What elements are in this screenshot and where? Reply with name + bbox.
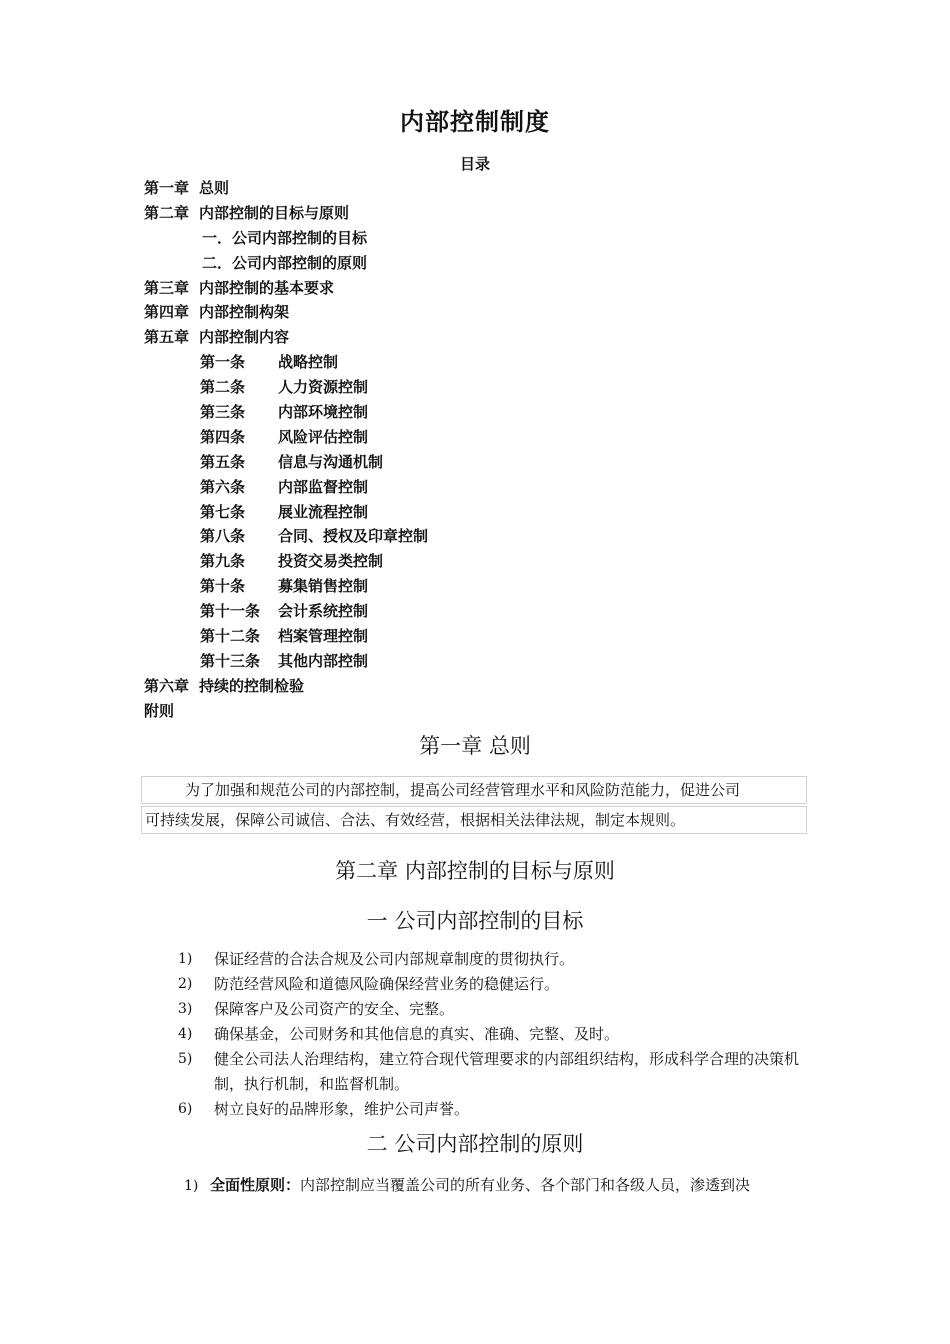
paragraph-line: 为了加强和规范公司的内部控制，提高公司经营管理水平和风险防范能力，促进公司 <box>141 776 807 804</box>
principle-text: 内部控制应当覆盖公司的所有业务、各个部门和各级人员，渗透到决 <box>300 1176 751 1194</box>
toc-chapter[interactable]: 第二章 内部控制的目标与原则 <box>144 203 350 222</box>
list-item: 6) 树立良好的品牌形象，维护公司声誉。 <box>178 1100 470 1118</box>
toc-article[interactable]: 第五条 信息与沟通机制 <box>200 452 384 471</box>
toc-heading: 目录 <box>459 155 490 173</box>
toc-article[interactable]: 第十一条 会计系统控制 <box>200 602 369 621</box>
chapter2-heading: 第二章 内部控制的目标与原则 <box>335 859 615 883</box>
toc-chapter[interactable]: 第四章 内部控制构架 <box>144 303 290 322</box>
toc-article[interactable]: 第十条 募集销售控制 <box>200 577 369 596</box>
chapter1-heading: 第一章 总则 <box>419 734 531 758</box>
toc-article[interactable]: 第六条 内部监督控制 <box>200 477 369 496</box>
toc-chapter[interactable]: 第五章 内部控制内容 <box>144 328 290 347</box>
toc-article[interactable]: 第三条 内部环境控制 <box>200 403 369 422</box>
list-item: 4) 确保基金，公司财务和其他信息的真实、准确、完整、及时。 <box>178 1025 620 1043</box>
section2-heading: 二 公司内部控制的原则 <box>366 1132 584 1156</box>
toc-chapter[interactable]: 第一章 总则 <box>144 179 230 197</box>
list-item: 3) 保障客户及公司资产的安全、完整。 <box>178 1000 455 1018</box>
toc-appendix[interactable]: 附则 <box>144 701 175 720</box>
toc-article[interactable]: 第七条 展业流程控制 <box>200 502 369 521</box>
toc-article[interactable]: 第八条 合同、授权及印章控制 <box>200 527 429 546</box>
toc-article[interactable]: 第一条 战略控制 <box>200 353 339 372</box>
document-title: 内部控制制度 <box>400 108 550 136</box>
toc-article[interactable]: 第四条 风险评估控制 <box>200 427 369 446</box>
list-item: 2) 防范经营风险和道德风险确保经营业务的稳健运行。 <box>178 975 560 993</box>
toc-subsection[interactable]: 一．公司内部控制的目标 <box>202 228 368 247</box>
principle-item: 1) 全面性原则：内部控制应当覆盖公司的所有业务、各个部门和各级人员，渗透到决 <box>184 1176 751 1194</box>
section1-heading: 一 公司内部控制的目标 <box>366 909 584 933</box>
principle-label: 全面性原则： <box>210 1176 301 1194</box>
toc-article[interactable]: 第十二条 档案管理控制 <box>200 627 369 646</box>
chapter1-paragraph <box>141 776 807 834</box>
toc-article[interactable]: 第九条 投资交易类控制 <box>200 552 384 571</box>
list-item: 1) 保证经营的合法合规及公司内部规章制度的贯彻执行。 <box>178 950 575 968</box>
list-item: 5) 健全公司法人治理结构，建立符合现代管理要求的内部组织结构，形成科学合理的决策机制，执行机制，和监督机制。 <box>178 1050 800 1093</box>
toc-subsection[interactable]: 二．公司内部控制的原则 <box>202 253 368 272</box>
toc-chapter[interactable]: 第三章 内部控制的基本要求 <box>144 278 335 297</box>
toc-article[interactable]: 第二条 人力资源控制 <box>200 378 369 397</box>
objectives-list <box>178 947 810 1122</box>
toc-article[interactable]: 第十三条 其他内部控制 <box>200 651 369 670</box>
paragraph-line: 可持续发展，保障公司诚信、合法、有效经营，根据相关法律法规，制定本规则。 <box>141 806 807 834</box>
table-of-contents <box>144 176 744 724</box>
toc-chapter[interactable]: 第六章 持续的控制检验 <box>144 676 305 695</box>
